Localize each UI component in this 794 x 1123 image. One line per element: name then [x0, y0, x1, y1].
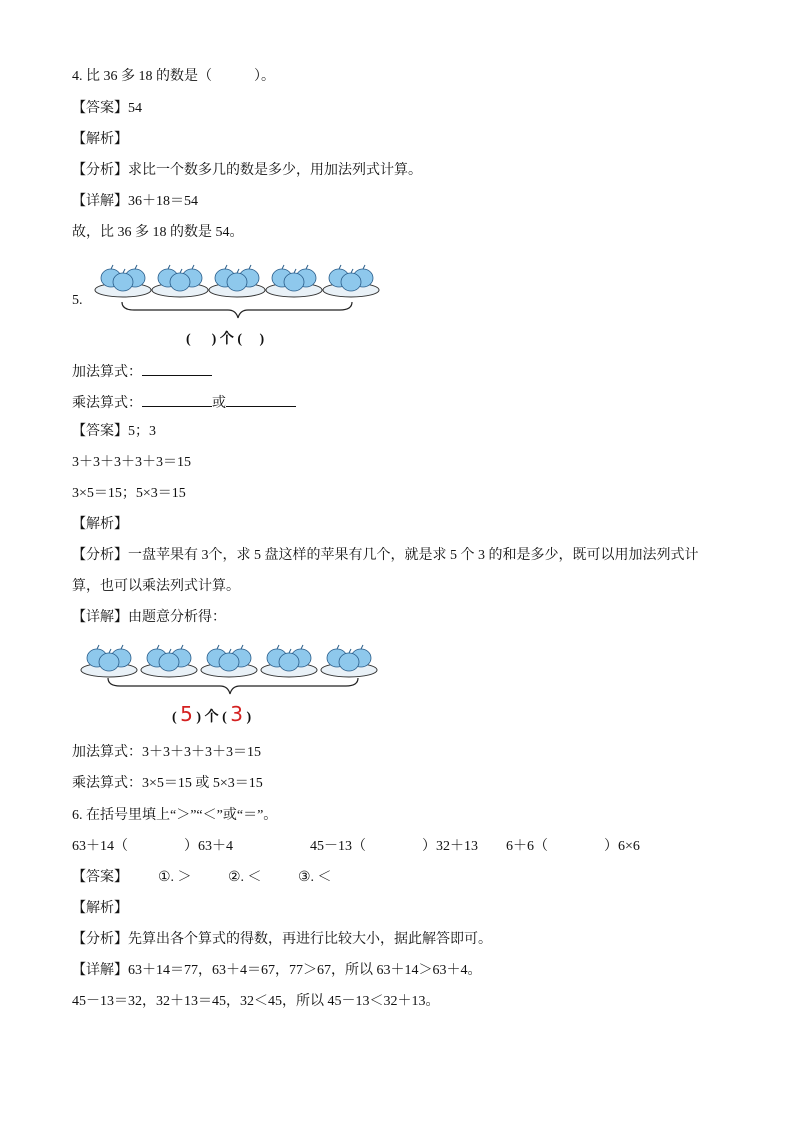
apple-stem — [169, 649, 171, 653]
q5-answer-add: 3＋3＋3＋3＋3＝15 — [72, 455, 191, 470]
q6-answer-label: 【答案】 — [72, 870, 128, 885]
q6-answer-3: ③. ＜ — [298, 870, 332, 885]
q5-mul-prompt — [72, 392, 296, 413]
q5-detail: 【详解】由题意分析得： — [72, 610, 226, 625]
mul-or: 或 — [212, 396, 226, 411]
apple-stem — [111, 265, 113, 269]
q5-answer-mul: 3×5＝15；5×3＝15 — [72, 486, 186, 501]
apple-plates-figure-2 — [74, 638, 384, 702]
q5-analysis-line1: 【分析】一盘苹果有 3个，求 5 盘这样的苹果有几个，就是求 5 个 3 的和是多少，既可以用加法列式计 — [72, 548, 699, 563]
q5-figure2-label — [172, 702, 251, 726]
q6-analysis-heading: 【解析】 — [72, 901, 128, 916]
apple-stem — [237, 269, 239, 273]
apple-stem — [168, 265, 170, 269]
apple-icon — [279, 653, 299, 671]
brace — [108, 678, 358, 694]
unit-ge: 个 — [219, 332, 234, 347]
paren-open: ( — [186, 332, 191, 347]
q6-answer-2: ②. ＜ — [228, 870, 262, 885]
apple-icon — [339, 653, 359, 671]
apple-stem — [277, 645, 279, 649]
apple-stem — [337, 645, 339, 649]
answer-plates: 5 — [180, 702, 193, 726]
apple-stem — [135, 265, 137, 269]
apple-stem — [361, 645, 363, 649]
apple-stem — [339, 265, 341, 269]
q4-answer: 【答案】54 — [72, 101, 142, 116]
apple-stem — [351, 269, 353, 273]
apple-stem — [294, 269, 296, 273]
paren-close: ) — [259, 332, 265, 347]
q5-analysis-line2: 算，也可以乘法列式计算。 — [72, 579, 240, 594]
apple-stem — [97, 645, 99, 649]
apple-icon — [159, 653, 179, 671]
unit-ge: 个 — [204, 710, 219, 725]
paren-close: ) — [196, 710, 202, 725]
paren-open: ( — [172, 710, 177, 725]
q6-question: 6. 在括号里填上“＞”“＜”或“＝”。 — [72, 808, 278, 823]
paren-close: ) — [211, 332, 217, 347]
q6-answer-1: ①. ＞ — [158, 870, 192, 885]
q4-analysis-heading: 【解析】 — [72, 132, 128, 147]
add-blank[interactable] — [142, 361, 212, 376]
apple-stem — [123, 269, 125, 273]
brace — [122, 302, 352, 318]
q5-answer: 【答案】5；3 — [72, 424, 156, 439]
q5-number: 5. — [72, 293, 83, 308]
apple-plates-figure — [90, 258, 390, 328]
apple-stem — [241, 645, 243, 649]
q4-analysis: 【分析】求比一个数多几的数是多少，用加法列式计算。 — [72, 163, 422, 178]
apple-stem — [180, 269, 182, 273]
apple-stem — [157, 645, 159, 649]
add-label: 加法算式： — [72, 365, 142, 380]
apple-icon — [113, 273, 133, 291]
apple-icon — [170, 273, 190, 291]
q4-detail: 【详解】36＋18＝54 — [72, 194, 198, 209]
q6-detail-1: 【详解】63＋14＝77，63＋4＝67，77＞67，所以 63＋14＞63＋4。 — [72, 963, 482, 978]
plates-group — [81, 645, 377, 677]
q6-item-2: 45－13（ ）32＋13 — [310, 839, 478, 854]
mul-blank-2[interactable] — [226, 392, 296, 407]
apple-stem — [301, 645, 303, 649]
apple-stem — [217, 645, 219, 649]
plates-group — [95, 265, 379, 297]
apple-stem — [306, 265, 308, 269]
q6-analysis: 【分析】先算出各个算式的得数，再进行比较大小，据此解答即可。 — [72, 932, 492, 947]
q5-figure-label — [186, 328, 264, 348]
q5-add-prompt — [72, 361, 212, 382]
apple-icon — [341, 273, 361, 291]
mul-blank-1[interactable] — [142, 392, 212, 407]
paren-open: ( — [237, 332, 243, 347]
mul-label: 乘法算式： — [72, 396, 142, 411]
apple-stem — [121, 645, 123, 649]
apple-icon — [219, 653, 239, 671]
paren-close: ) — [246, 710, 252, 725]
answer-apples: 3 — [230, 702, 243, 726]
q5-detail-mul: 乘法算式：3×5＝15 或 5×3＝15 — [72, 776, 263, 791]
apple-stem — [109, 649, 111, 653]
apple-stem — [225, 265, 227, 269]
apple-icon — [284, 273, 304, 291]
q6-detail-2: 45－13＝32，32＋13＝45，32＜45，所以 45－13＜32＋13。 — [72, 994, 440, 1009]
q6-item-1: 63＋14（ ）63＋4 — [72, 839, 233, 854]
apple-icon — [227, 273, 247, 291]
q6-item-3: 6＋6（ ）6×6 — [506, 839, 640, 854]
apple-icon — [99, 653, 119, 671]
q5-analysis-heading: 【解析】 — [72, 517, 128, 532]
paren-open: ( — [222, 710, 227, 725]
apple-stem — [249, 265, 251, 269]
q4-conclusion: 故，比 36 多 18 的数是 54。 — [72, 225, 244, 240]
q5-detail-add: 加法算式：3＋3＋3＋3＋3＝15 — [72, 745, 261, 760]
apple-stem — [282, 265, 284, 269]
apple-stem — [349, 649, 351, 653]
apple-stem — [289, 649, 291, 653]
apple-stem — [229, 649, 231, 653]
apple-stem — [363, 265, 365, 269]
apple-stem — [192, 265, 194, 269]
apple-stem — [181, 645, 183, 649]
q4-question: 4. 比 36 多 18 的数是（ ）。 — [72, 69, 275, 84]
